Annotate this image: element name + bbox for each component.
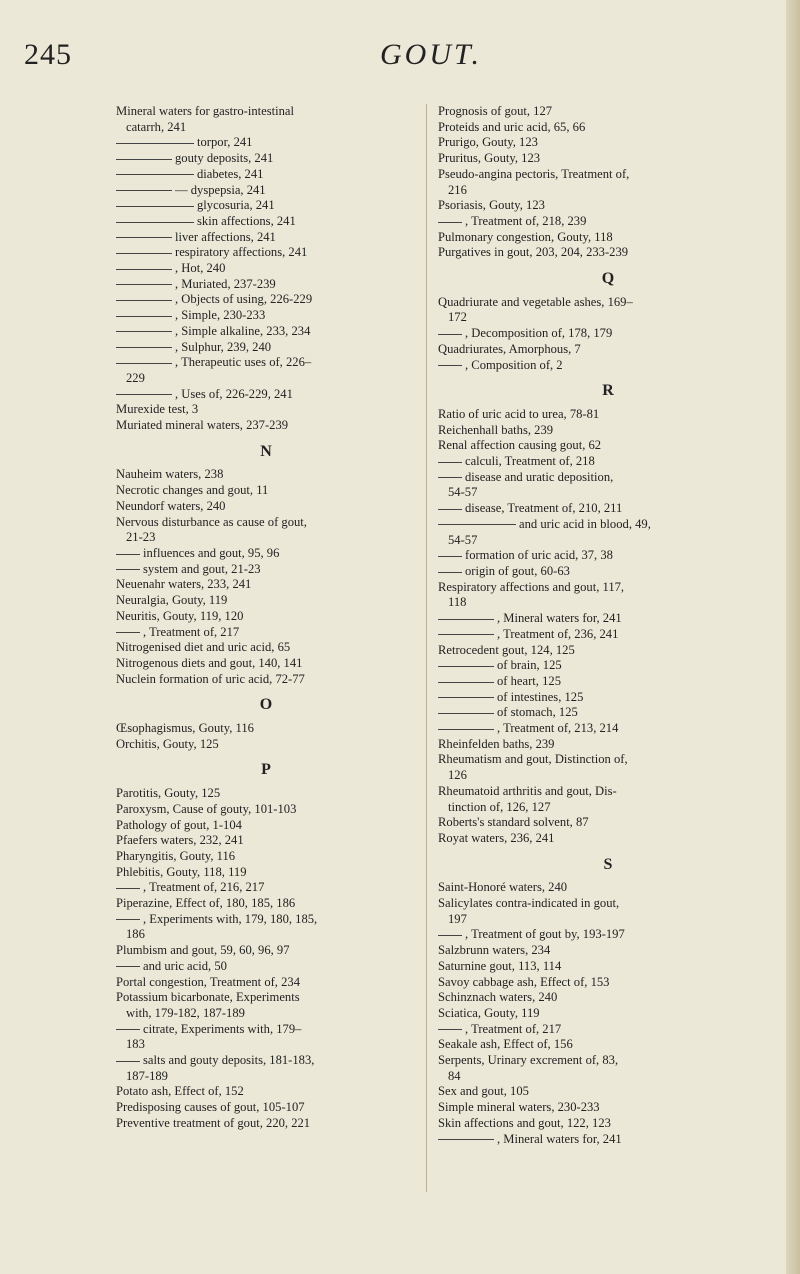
index-entry [438,1084,778,1100]
index-entry-text: Plumbism and gout, 59, 60, 96, 97 [116,943,290,958]
index-entry-text: torpor, 241 [197,135,253,150]
ditto-dash [438,697,494,698]
index-entry-text: Parotitis, Gouty, 125 [116,786,221,801]
index-entry-text: Nitrogenous diets and gout, 140, 141 [116,655,303,670]
index-entry-text: Proteids and uric acid, 65, 66 [438,119,586,134]
index-entry-text: , Hot, 240 [175,261,226,276]
index-entry-text: 54-57 [448,485,478,500]
index-entry-text: salts and gouty deposits, 181-183, [143,1053,315,1068]
index-entry-text: 84 [448,1068,461,1083]
index-entry-text: and uric acid, 50 [143,958,227,973]
index-entry-text: Rheumatism and gout, Distinction of, [438,752,628,767]
index-entry-text: Pseudo-angina pectoris, Treatment of, [438,166,630,181]
index-entry [116,912,416,928]
index-entry [116,786,416,802]
page-edge-shadow [786,0,800,1274]
index-entry-text: , Mineral waters for, 241 [497,611,622,626]
ditto-dash [116,331,172,332]
index-entry [438,214,778,230]
index-entry [438,990,778,1006]
index-entry-text: Neundorf waters, 240 [116,498,226,513]
index-entry [438,896,778,912]
ditto-dash [116,190,172,191]
index-entry [438,627,778,643]
index-entry [438,501,778,517]
index-entry-text: 54-57 [448,532,478,547]
index-entry-text: Piperazine, Effect of, 180, 185, 186 [116,896,296,911]
index-entry-continuation [438,768,778,784]
index-entry-continuation [438,912,778,928]
index-entry [438,342,778,358]
index-entry [116,214,416,230]
index-entry [438,975,778,991]
index-entry-text: 216 [448,182,467,197]
index-entry [438,564,778,580]
index-entry-text: of heart, 125 [497,673,561,688]
index-entry [116,499,416,515]
index-entry-text: , Treatment of, 216, 217 [143,880,265,895]
index-entry-text: Rheumatoid arthritis and gout, Dis- [438,783,617,798]
index-entry-text: 172 [448,310,467,325]
index-entry [116,865,416,881]
ditto-dash [438,729,494,730]
index-entry-text: Roberts's standard solvent, 87 [438,815,589,830]
ditto-dash [116,284,172,285]
ditto-dash [438,477,462,478]
index-entry [438,611,778,627]
index-entry [438,752,778,768]
ditto-dash [116,919,140,920]
index-entry-text: system and gout, 21-23 [143,561,261,576]
index-entry-text: Rheinfelden baths, 239 [438,736,555,751]
index-entry [438,580,778,596]
index-entry [116,135,416,151]
index-entry-continuation [438,183,778,199]
index-entry [438,1132,778,1148]
index-entry-text: 118 [448,595,467,610]
index-entry-continuation [438,1069,778,1085]
ditto-dash [116,1061,140,1062]
index-entry-text: Potassium bicarbonate, Experiments [116,990,300,1005]
ditto-dash [438,666,494,667]
index-entry-text: respiratory affections, 241 [175,245,308,260]
section-letter-text: P [261,761,271,779]
index-entry [438,1037,778,1053]
ditto-dash [438,556,462,557]
section-letter [116,762,416,778]
index-entry-text: skin affections, 241 [197,213,296,228]
index-entry-text: Nuclein formation of uric acid, 72-77 [116,671,305,686]
index-entry-continuation [116,1069,416,1085]
ditto-dash [438,222,462,223]
index-entry [116,402,416,418]
index-entry [116,167,416,183]
index-entry-text: Pfaefers waters, 232, 241 [116,833,244,848]
index-entry-text: Neuenahr waters, 233, 241 [116,577,252,592]
index-entry [438,198,778,214]
index-entry-text: and uric acid in blood, 49, [519,516,651,531]
index-entry [438,326,778,342]
index-entry-text: Prognosis of gout, 127 [438,104,553,118]
index-entry [116,656,416,672]
index-entry-text: Respiratory affections and gout, 117, [438,579,625,594]
index-entry-continuation [116,530,416,546]
index-entry [116,467,416,483]
index-entry [116,802,416,818]
index-entry [116,277,416,293]
index-entry-text: Seakale ash, Effect of, 156 [438,1037,573,1052]
ditto-dash [438,524,516,525]
ditto-dash [116,269,172,270]
index-entry-text: , Decomposition of, 178, 179 [465,326,613,341]
index-entry-text: calculi, Treatment of, 218 [465,454,595,469]
index-entry [116,672,416,688]
index-entry-continuation [116,927,416,943]
index-entry-text: Predisposing causes of gout, 105-107 [116,1100,305,1115]
index-entry [116,1053,416,1069]
index-entry [116,151,416,167]
index-entry [116,546,416,562]
index-entry [116,1100,416,1116]
index-entry-text: , Treatment of, 218, 239 [465,213,587,228]
index-entry [438,230,778,246]
index-entry [116,625,416,641]
index-entry-continuation [438,595,778,611]
index-entry-text: Pharyngitis, Gouty, 116 [116,848,236,863]
index-entry [116,1022,416,1038]
index-entry-continuation [438,310,778,326]
index-entry [438,407,778,423]
index-entry [438,815,778,831]
index-entry [116,818,416,834]
index-entry-text: Portal congestion, Treatment of, 234 [116,974,300,989]
index-entry-text: Neuritis, Gouty, 119, 120 [116,608,244,623]
index-entry-continuation [116,1006,416,1022]
index-entry [116,387,416,403]
index-entry [116,1116,416,1132]
index-entry-text: , Objects of using, 226-229 [175,292,313,307]
section-letter-text: S [603,855,613,873]
ditto-dash [438,462,462,463]
index-entry-text: catarrh, 241 [126,119,187,134]
index-entry-continuation [116,371,416,387]
index-entry [438,295,778,311]
index-entry-text: 187-189 [126,1068,168,1083]
index-entry [116,198,416,214]
index-entry-text: of intestines, 125 [497,689,584,704]
ditto-dash [116,316,172,317]
index-entry [116,418,416,434]
index-entry-text: Salzbrunn waters, 234 [438,943,551,958]
index-entry [438,517,778,533]
index-entry [438,880,778,896]
index-entry-text: Œsophagismus, Gouty, 116 [116,721,254,736]
index-entry-text: 229 [126,370,145,385]
ditto-dash [438,1029,462,1030]
index-entry [116,183,416,199]
index-entry [116,230,416,246]
ditto-dash [116,206,194,207]
index-entry-text: Schinznach waters, 240 [438,990,558,1005]
index-entry-text: liver affections, 241 [175,229,276,244]
index-entry [116,880,416,896]
section-letter [438,857,778,873]
index-entry-text: , Treatment of, 236, 241 [497,626,619,641]
section-letter [116,444,416,460]
index-entry-text: 186 [126,927,145,942]
index-entry [438,721,778,737]
index-entry [438,135,778,151]
ditto-dash [116,347,172,348]
index-entry-text: Purgatives in gout, 203, 204, 233-239 [438,245,629,260]
index-entry-text: , Simple alkaline, 233, 234 [175,323,311,338]
index-entry [438,454,778,470]
index-entry [116,721,416,737]
index-entry-text: Phlebitis, Gouty, 118, 119 [116,864,247,879]
ditto-dash [116,888,140,889]
ditto-dash [438,365,462,366]
index-entry-text: Saturnine gout, 113, 114 [438,958,562,973]
index-entry [438,245,778,261]
section-letter-text: O [259,696,273,714]
index-entry-text: formation of uric acid, 37, 38 [465,548,613,563]
index-entry-text: with, 179-182, 187-189 [126,1005,245,1020]
index-entry-text: 21-23 [126,530,156,545]
index-entry [116,308,416,324]
index-entry-text: Serpents, Urinary excrement of, 83, [438,1053,619,1068]
index-entry [116,737,416,753]
ditto-dash [438,935,462,936]
index-entry-text: influences and gout, 95, 96 [143,545,280,560]
index-entry-continuation [438,485,778,501]
index-entry-text: disease and uratic deposition, [465,469,614,484]
index-entry [116,562,416,578]
index-entry [438,358,778,374]
ditto-dash [116,174,194,175]
index-entry-text: , Therapeutic uses of, 226– [175,355,312,370]
index-entry-continuation [438,800,778,816]
index-entry-text: 197 [448,911,467,926]
section-letter-text: N [260,442,272,460]
index-entry-text: Simple mineral waters, 230-233 [438,1100,600,1115]
ditto-dash [116,222,194,223]
index-entry-text: Nitrogenised diet and uric acid, 65 [116,640,291,655]
index-entry [116,640,416,656]
index-entry-text: Preventive treatment of gout, 220, 221 [116,1115,311,1130]
index-entry-text: Potato ash, Effect of, 152 [116,1084,244,1099]
index-entry [438,548,778,564]
index-entry [116,975,416,991]
index-entry-text: diabetes, 241 [197,166,264,181]
index-entry-text: , Composition of, 2 [465,357,563,372]
index-entry-text: , Muriated, 237-239 [175,276,276,291]
index-entry-continuation [116,120,416,136]
index-entry-text: Royat waters, 236, 241 [438,830,555,845]
index-entry-text: Nervous disturbance as cause of gout, [116,514,307,529]
index-entry [438,927,778,943]
index-entry-text: Pruritus, Gouty, 123 [438,151,541,166]
index-entry [438,831,778,847]
index-entry-text: , Sulphur, 239, 240 [175,339,272,354]
ditto-dash [116,569,140,570]
index-entry-text: , Simple, 230-233 [175,308,266,323]
page-number: 245 [24,38,72,71]
index-entry-text: 126 [448,768,467,783]
index-entry-text: Sex and gout, 105 [438,1084,529,1099]
ditto-dash [116,253,172,254]
index-entry [438,423,778,439]
index-right-column [438,104,778,1147]
ditto-dash [116,554,140,555]
index-entry [438,104,778,120]
index-entry [116,959,416,975]
section-letter [438,383,778,399]
index-entry [116,943,416,959]
ditto-dash [116,300,172,301]
index-entry [116,1084,416,1100]
index-entry-text: , Treatment of, 217 [143,624,240,639]
index-entry-text: , Treatment of, 213, 214 [497,721,619,736]
index-entry-text: glycosuria, 241 [197,198,275,213]
index-entry-text: Quadriurate and vegetable ashes, 169– [438,294,633,309]
index-entry-text: origin of gout, 60-63 [465,563,570,578]
index-entry-text: , Treatment of gout by, 193-197 [465,927,625,942]
index-entry-text: of stomach, 125 [497,705,578,720]
index-entry [116,104,416,120]
ditto-dash [116,394,172,395]
index-entry [116,577,416,593]
index-entry-text: , Treatment of, 217 [465,1021,562,1036]
index-entry [116,340,416,356]
index-entry [438,151,778,167]
index-entry [438,1100,778,1116]
index-entry-continuation [116,1037,416,1053]
index-entry [116,292,416,308]
index-entry-text: Mineral waters for gastro-intestinal [116,104,295,118]
index-entry-text: , Experiments with, 179, 180, 185, [143,911,318,926]
index-entry [438,470,778,486]
index-entry-text: Necrotic changes and gout, 11 [116,483,269,498]
index-entry-text: Saint-Honoré waters, 240 [438,880,568,895]
ditto-dash [438,682,494,683]
index-entry-text: Pathology of gout, 1-104 [116,817,242,832]
ditto-dash [116,363,172,364]
section-letter-text: Q [601,270,615,288]
ditto-dash [438,713,494,714]
index-entry [438,438,778,454]
index-entry [438,658,778,674]
index-entry-text: Skin affections and gout, 122, 123 [438,1115,611,1130]
ditto-dash [116,632,140,633]
index-entry-text: disease, Treatment of, 210, 211 [465,501,623,516]
index-entry-text: Retrocedent gout, 124, 125 [438,642,575,657]
ditto-dash [438,572,462,573]
index-entry-text: Sciatica, Gouty, 119 [438,1005,540,1020]
index-entry [116,849,416,865]
index-entry [438,674,778,690]
index-entry [438,1053,778,1069]
ditto-dash [116,966,140,967]
index-entry-text: , Uses of, 226-229, 241 [175,386,293,401]
index-entry [116,245,416,261]
index-entry [116,324,416,340]
index-entry [116,833,416,849]
index-entry [438,1006,778,1022]
index-entry [438,690,778,706]
index-entry-text: of brain, 125 [497,658,562,673]
index-entry-text: Ratio of uric acid to urea, 78-81 [438,406,600,421]
ditto-dash [116,237,172,238]
index-entry-text: Orchitis, Gouty, 125 [116,736,219,751]
ditto-dash [116,159,172,160]
index-entry-text: citrate, Experiments with, 179– [143,1021,302,1036]
index-entry-text: tinction of, 126, 127 [448,799,551,814]
index-left-column [116,104,416,1132]
index-entry-text: Muriated mineral waters, 237-239 [116,418,289,433]
ditto-dash [438,619,494,620]
index-entry-text: , Mineral waters for, 241 [497,1131,622,1146]
index-entry-text: Prurigo, Gouty, 123 [438,135,538,150]
running-title: GOUT. [380,38,482,71]
index-entry-text: Salicylates contra-indicated in gout, [438,896,620,911]
index-entry [116,483,416,499]
index-entry-text: Nauheim waters, 238 [116,467,224,482]
index-entry-text: Renal affection causing gout, 62 [438,438,602,453]
index-entry-text: gouty deposits, 241 [175,151,274,166]
index-entry-text: — dyspepsia, 241 [175,182,266,197]
ditto-dash [438,634,494,635]
index-entry [438,705,778,721]
ditto-dash [438,334,462,335]
index-entry-text: Quadriurates, Amorphous, 7 [438,341,581,356]
index-entry-text: Reichenhall baths, 239 [438,422,554,437]
index-entry [438,120,778,136]
index-entry-text: Savoy cabbage ash, Effect of, 153 [438,974,610,989]
index-entry [438,167,778,183]
ditto-dash [438,509,462,510]
index-entry [438,959,778,975]
index-entry [438,737,778,753]
index-entry [438,784,778,800]
section-letter [438,271,778,287]
index-entry-text: Psoriasis, Gouty, 123 [438,198,545,213]
section-letter-text: R [602,382,614,400]
index-entry-text: Paroxysm, Cause of gouty, 101-103 [116,801,297,816]
column-divider [426,104,427,1192]
index-entry-text: Murexide test, 3 [116,402,199,417]
ditto-dash [438,1139,494,1140]
index-entry [116,609,416,625]
index-entry [116,896,416,912]
index-entry [116,515,416,531]
index-entry [438,643,778,659]
index-entry-continuation [438,533,778,549]
index-entry [116,261,416,277]
index-entry-text: 183 [126,1037,145,1052]
section-letter [116,697,416,713]
index-entry [116,990,416,1006]
index-entry-text: Neuralgia, Gouty, 119 [116,593,228,608]
index-entry [438,943,778,959]
index-entry-text: Pulmonary congestion, Gouty, 118 [438,229,613,244]
index-entry [116,593,416,609]
index-entry [438,1116,778,1132]
ditto-dash [116,1029,140,1030]
index-entry [438,1022,778,1038]
ditto-dash [116,143,194,144]
index-entry [116,355,416,371]
